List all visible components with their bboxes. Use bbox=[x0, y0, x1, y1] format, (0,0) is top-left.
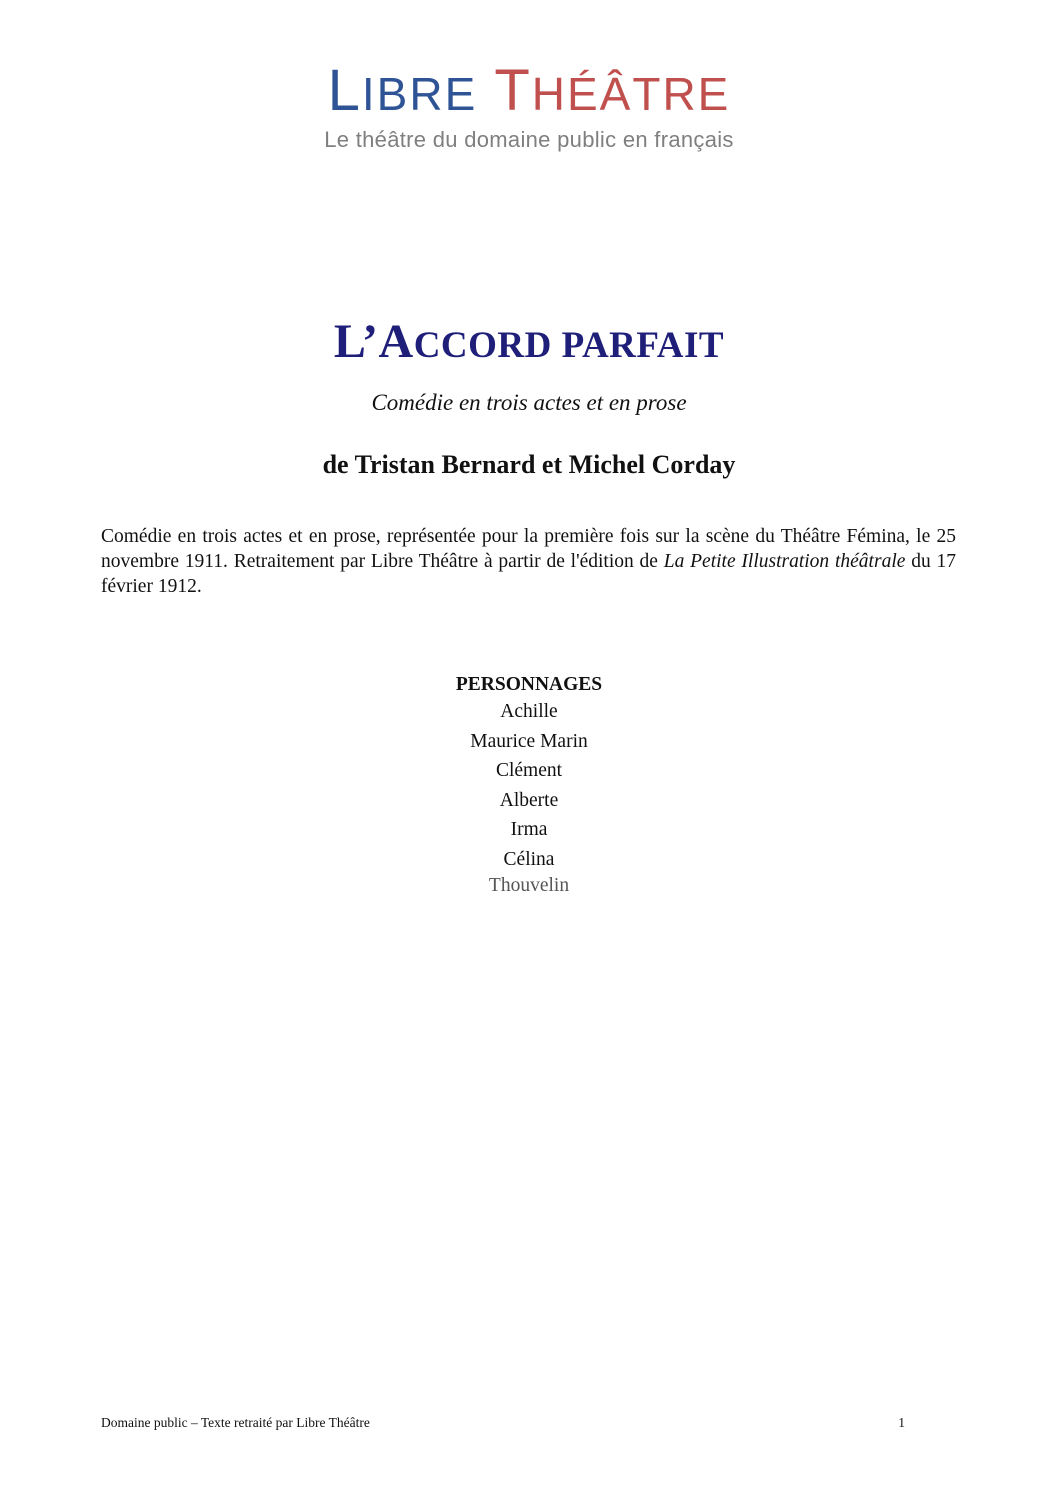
persona-name: Maurice Marin bbox=[470, 730, 588, 752]
page-number: 1 bbox=[898, 1415, 905, 1430]
personae-heading: PERSONNAGES bbox=[455, 674, 603, 695]
persona-name: Thouvelin bbox=[488, 874, 570, 896]
edition-title: La Petite Illustration théâtrale bbox=[663, 551, 906, 572]
persona-name: Alberte bbox=[499, 789, 559, 811]
play-title: L’ACCORD PARFAIT bbox=[333, 315, 725, 368]
persona-name: Achille bbox=[500, 701, 558, 722]
persona-name: Irma bbox=[510, 819, 548, 841]
logo-tagline: Le théâtre du domaine public en français bbox=[324, 127, 734, 152]
logo-title bbox=[0, 58, 1058, 127]
play-subtitle: Comédie en trois actes et en prose bbox=[371, 390, 687, 415]
libre-theatre-logo bbox=[0, 58, 1058, 153]
logo-word-libre: LIBRE bbox=[327, 58, 478, 123]
footer-text: Domaine public – Texte retraité par Libre Théâtre bbox=[101, 1415, 370, 1430]
persona-name: Clément bbox=[495, 760, 563, 782]
persona-name: Célina bbox=[503, 848, 555, 870]
personae-list bbox=[0, 673, 1058, 897]
page-footer bbox=[101, 1415, 905, 1431]
play-authors: de Tristan Bernard et Michel Corday bbox=[322, 450, 736, 479]
logo-word-theatre: THÉÂTRE bbox=[494, 58, 731, 123]
intro-paragraph: Comédie en trois actes et en prose, représentée pour la première fois sur la scène du Théâtre Fémina, le 25 novembre 1911. Retraitement par Libre Théâtre à partir de l'édition de La Petite Illustration théâtrale du 17 février 1912. bbox=[101, 526, 956, 597]
